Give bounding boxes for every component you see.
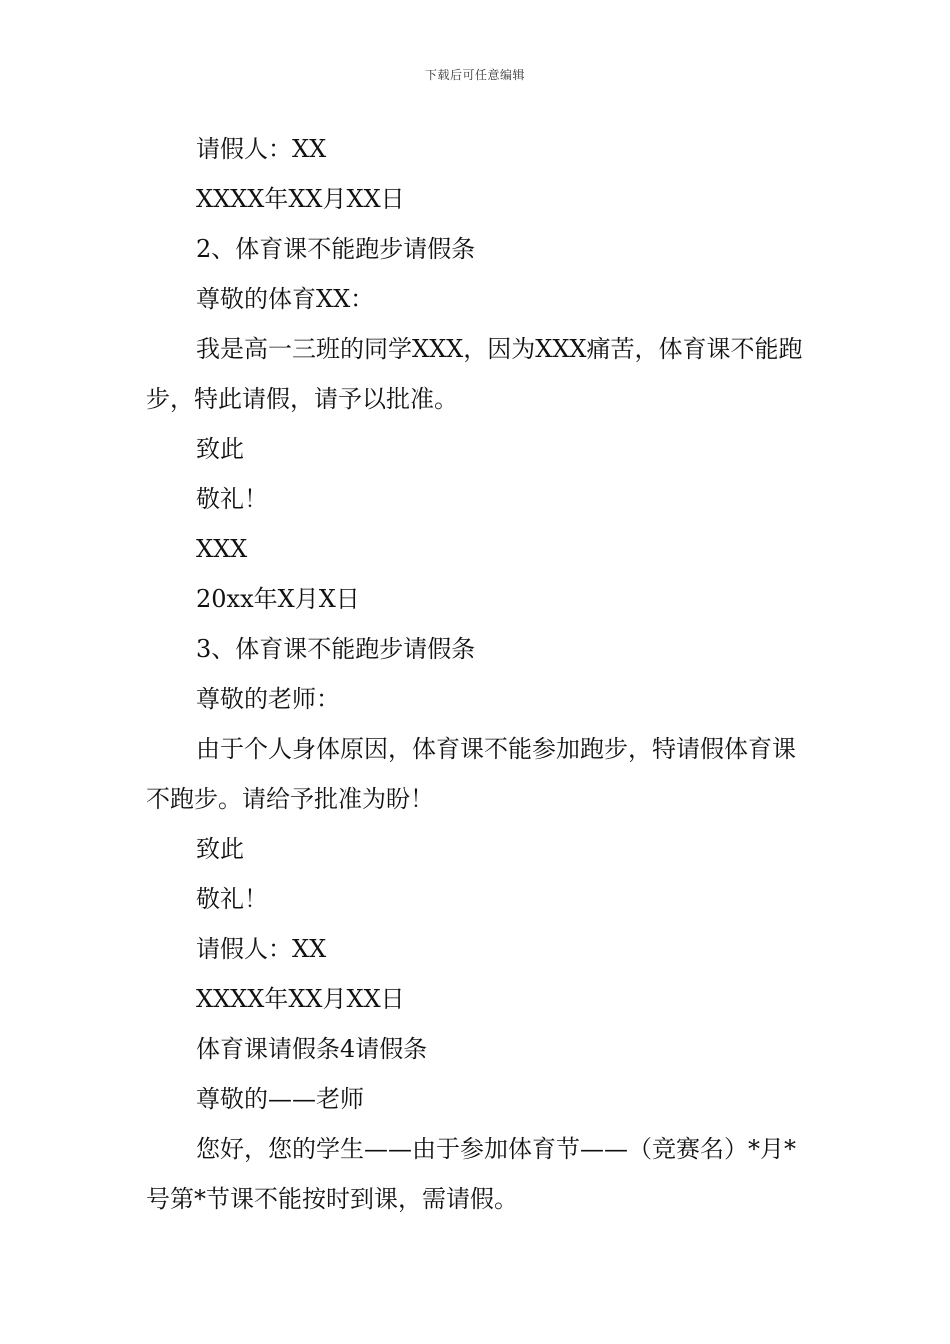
date-line: XXXX年XX月XX日 (196, 985, 405, 1013)
date-line: XXXX年XX月XX日 (196, 185, 405, 213)
body-paragraph: 您好，您的学生——由于参加体育节——（竞赛名）*月*号第*节课不能按时到课，需请假。 (146, 1135, 796, 1213)
document-body (146, 124, 816, 1224)
date-line: 20xx年X月X日 (196, 585, 360, 613)
closing-line: 致此 (196, 435, 244, 463)
applicant-line: 请假人：XX (196, 935, 327, 963)
closing-line: 敬礼！ (196, 485, 268, 513)
body-paragraph: 由于个人身体原因，体育课不能参加跑步，特请假体育课不跑步。请给予批准为盼！ (146, 735, 796, 813)
section-heading: 2、体育课不能跑步请假条 (196, 235, 476, 263)
salutation-line: 尊敬的——老师 (196, 1085, 364, 1113)
salutation-line: 尊敬的体育XX： (196, 285, 375, 313)
body-paragraph: 我是高一三班的同学XXX，因为XXX痛苦，体育课不能跑步，特此请假，请予以批准。 (146, 335, 803, 413)
signature-line: XXX (196, 535, 248, 563)
header-note: 下载后可任意编辑 (424, 68, 525, 82)
applicant-line: 请假人：XX (196, 135, 327, 163)
section-heading: 3、体育课不能跑步请假条 (196, 635, 476, 663)
salutation-line: 尊敬的老师： (196, 685, 340, 713)
closing-line: 敬礼！ (196, 885, 268, 913)
closing-line: 致此 (196, 835, 244, 863)
section-heading: 体育课请假条4请假条 (196, 1035, 428, 1063)
